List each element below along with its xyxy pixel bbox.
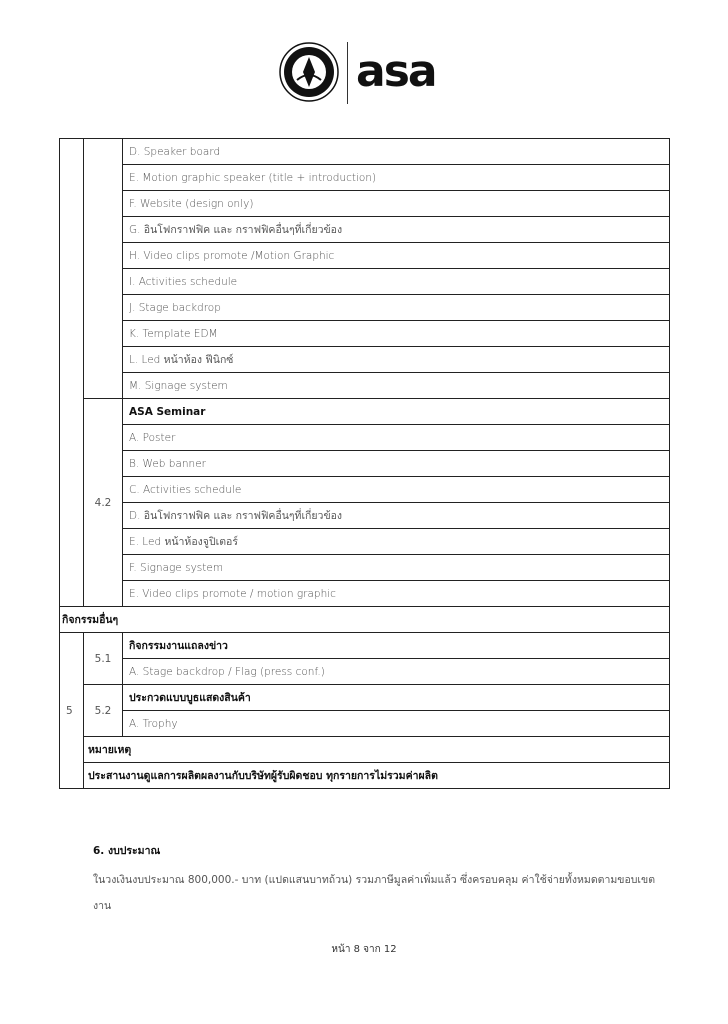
budget-section: [93, 842, 673, 919]
table-row: [60, 685, 670, 711]
section-number-cell: 5: [60, 633, 84, 789]
other-activities-heading: กิจกรรมอื่นๆ: [60, 607, 670, 633]
subsection-title-cell: กิจกรรมงานแถลงข่าว: [123, 633, 670, 659]
table-row: [60, 269, 670, 295]
table-row: [60, 659, 670, 685]
item-cell: A. Poster: [123, 425, 670, 451]
association-seal-logo: [279, 42, 339, 102]
budget-text: [93, 867, 673, 919]
budget-text-line-1: ในวงเงินงบประมาณ 800,000.- บาท (แปดแสนบาทถ้วน) รวมภาษีมูลค่าเพิ่มแล้ว ซึ่งครอบคลุม ค่าใช้จ่ายทั้งหมดตามขอบเขต: [93, 874, 656, 886]
subsection-number-cell: [84, 139, 123, 399]
page-header: [0, 38, 728, 110]
table-row: [60, 139, 670, 165]
table-row: [60, 451, 670, 477]
item-cell: G. อินโฟกราฟฟิค และ กราฟฟิคอื่นๆที่เกี่ยวข้อง: [123, 217, 670, 243]
subsection-title-cell: ประกวดแบบบูธแสดงสินค้า: [123, 685, 670, 711]
item-cell: I. Activities schedule: [123, 269, 670, 295]
item-cell: E. Led หน้าห้องจูปิเตอร์: [123, 529, 670, 555]
table-row: [60, 347, 670, 373]
table-row: [60, 399, 670, 425]
remark-label-cell: หมายเหตุ: [84, 737, 670, 763]
table-row: [60, 737, 670, 763]
table-row: [60, 529, 670, 555]
item-cell: L. Led หน้าห้อง ฟีนิกซ์: [123, 347, 670, 373]
item-cell: A. Stage backdrop / Flag (press conf.): [123, 659, 670, 685]
table-row: [60, 295, 670, 321]
table-row: [60, 243, 670, 269]
asa-wordmark-logo: asa: [356, 46, 436, 97]
table-row: [60, 425, 670, 451]
table-row: [60, 373, 670, 399]
item-cell: B. Web banner: [123, 451, 670, 477]
remark-text-cell: ประสานงานดูแลการผลิตผลงานกับบริษัทผู้รับผิดชอบ ทุกรายการไม่รวมค่าผลิต: [84, 763, 670, 789]
table-row: [60, 581, 670, 607]
item-cell: F. Signage system: [123, 555, 670, 581]
table-row: [60, 711, 670, 737]
item-cell: J. Stage backdrop: [123, 295, 670, 321]
table-row: [60, 555, 670, 581]
table-row: [60, 633, 670, 659]
budget-text-line-2: งาน: [93, 900, 112, 912]
section-number-cell: [60, 139, 84, 607]
subsection-number-cell: 4.2: [84, 399, 123, 607]
item-cell: A. Trophy: [123, 711, 670, 737]
subsection-number-cell: 5.1: [84, 633, 123, 685]
item-cell: E. Motion graphic speaker (title + introduction): [123, 165, 670, 191]
table-row: [60, 165, 670, 191]
table-row: [60, 191, 670, 217]
item-cell: M. Signage system: [123, 373, 670, 399]
item-cell: F. Website (design only): [123, 191, 670, 217]
page-number: หน้า 8 จาก 12: [331, 944, 397, 955]
table-row: [60, 321, 670, 347]
budget-title: 6. งบประมาณ: [93, 845, 161, 857]
header-divider: [347, 42, 348, 104]
table-row: [60, 763, 670, 789]
table-row: [60, 607, 670, 633]
table-row: [60, 503, 670, 529]
table-row: [60, 477, 670, 503]
item-cell: D. อินโฟกราฟฟิค และ กราฟฟิคอื่นๆที่เกี่ยวข้อง: [123, 503, 670, 529]
scope-table: [59, 138, 670, 789]
item-cell: H. Video clips promote /Motion Graphic: [123, 243, 670, 269]
subsection-title-cell: ASA Seminar: [123, 399, 670, 425]
item-cell: C. Activities schedule: [123, 477, 670, 503]
subsection-number-cell: 5.2: [84, 685, 123, 737]
item-cell: D. Speaker board: [123, 139, 670, 165]
table-row: [60, 217, 670, 243]
item-cell: K. Template EDM: [123, 321, 670, 347]
item-cell: E. Video clips promote / motion graphic: [123, 581, 670, 607]
